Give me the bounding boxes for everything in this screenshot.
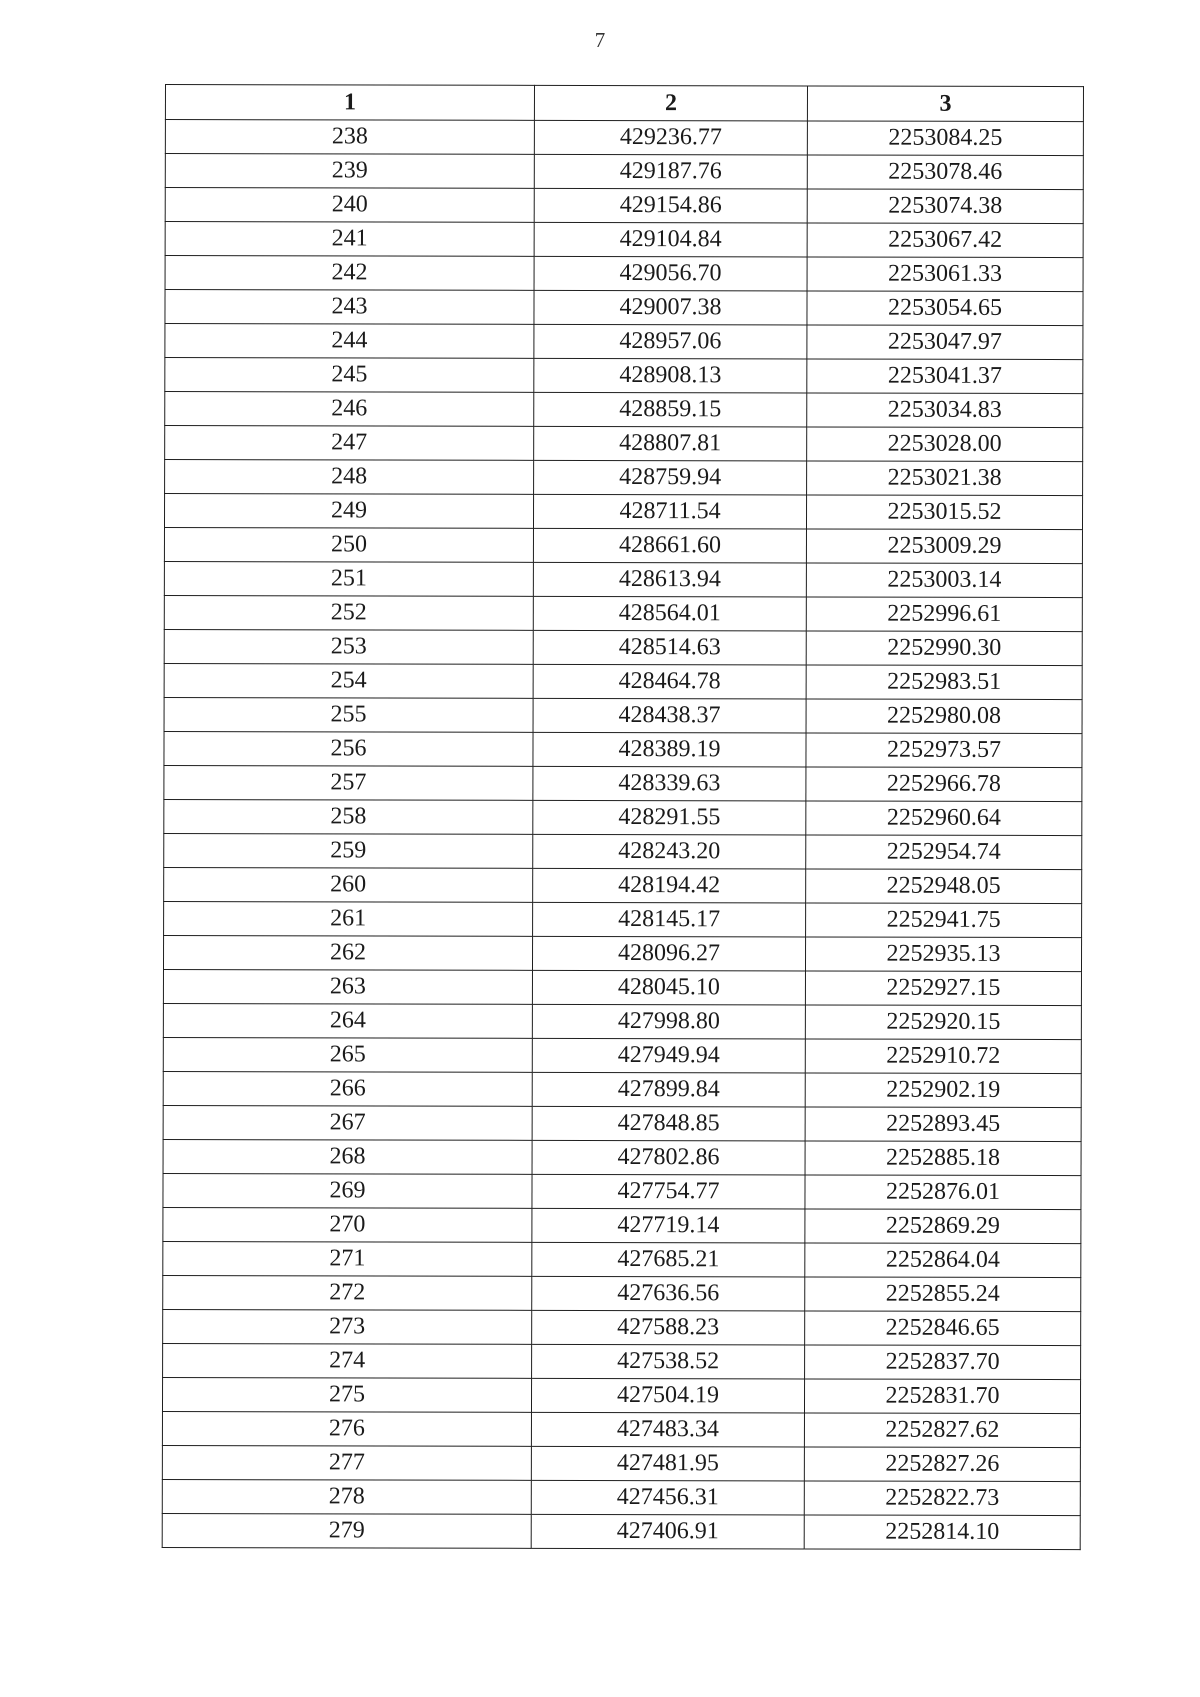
point-number-cell: 265 bbox=[163, 1037, 532, 1072]
point-number-cell: 238 bbox=[165, 120, 534, 155]
x-coordinate-cell: 428339.63 bbox=[533, 766, 806, 801]
point-number-cell: 244 bbox=[165, 324, 534, 359]
table-row bbox=[163, 1003, 1081, 1039]
table-row bbox=[162, 1513, 1080, 1549]
y-coordinate-cell: 2252869.29 bbox=[805, 1209, 1081, 1244]
x-coordinate-cell: 427504.19 bbox=[531, 1378, 804, 1413]
point-number-cell: 274 bbox=[163, 1343, 532, 1378]
table-row bbox=[164, 595, 1082, 631]
x-coordinate-cell: 428807.81 bbox=[534, 426, 807, 461]
column-header-3: 3 bbox=[807, 86, 1083, 122]
point-number-cell: 243 bbox=[165, 290, 534, 325]
point-number-cell: 267 bbox=[163, 1105, 532, 1140]
point-number-cell: 258 bbox=[164, 799, 533, 834]
table-header-row bbox=[165, 85, 1083, 122]
x-coordinate-cell: 428145.17 bbox=[533, 902, 806, 937]
point-number-cell: 249 bbox=[164, 494, 533, 529]
table-row bbox=[164, 901, 1082, 937]
table-body bbox=[162, 120, 1083, 1550]
x-coordinate-cell: 428711.54 bbox=[533, 494, 806, 529]
table-row bbox=[165, 358, 1083, 394]
table-row bbox=[163, 1173, 1081, 1209]
table-row bbox=[165, 460, 1083, 496]
x-coordinate-cell: 428464.78 bbox=[533, 664, 806, 699]
table-row bbox=[163, 1309, 1081, 1345]
y-coordinate-cell: 2252983.51 bbox=[806, 665, 1082, 700]
table-row bbox=[165, 120, 1083, 156]
table-row bbox=[165, 290, 1083, 326]
table-row bbox=[164, 528, 1082, 564]
point-number-cell: 269 bbox=[163, 1173, 532, 1208]
table-row bbox=[163, 1207, 1081, 1243]
x-coordinate-cell: 428194.42 bbox=[533, 868, 806, 903]
table-row bbox=[163, 1037, 1081, 1073]
x-coordinate-cell: 428859.15 bbox=[534, 392, 807, 427]
x-coordinate-cell: 429154.86 bbox=[534, 188, 807, 223]
y-coordinate-cell: 2252927.15 bbox=[805, 971, 1081, 1006]
point-number-cell: 277 bbox=[162, 1445, 531, 1480]
table-row bbox=[163, 1241, 1081, 1277]
point-number-cell: 256 bbox=[164, 731, 533, 766]
table-row bbox=[164, 799, 1082, 835]
table-row bbox=[162, 1377, 1080, 1413]
point-number-cell: 276 bbox=[162, 1411, 531, 1446]
y-coordinate-cell: 2252827.26 bbox=[804, 1447, 1080, 1482]
point-number-cell: 272 bbox=[163, 1275, 532, 1310]
point-number-cell: 261 bbox=[164, 901, 533, 936]
y-coordinate-cell: 2253028.00 bbox=[807, 427, 1083, 462]
y-coordinate-cell: 2253078.46 bbox=[807, 155, 1083, 190]
point-number-cell: 253 bbox=[164, 629, 533, 664]
x-coordinate-cell: 428514.63 bbox=[533, 630, 806, 665]
table-row bbox=[165, 426, 1083, 462]
y-coordinate-cell: 2252885.18 bbox=[805, 1141, 1081, 1176]
x-coordinate-cell: 428908.13 bbox=[534, 358, 807, 393]
table-row bbox=[164, 629, 1082, 665]
y-coordinate-cell: 2252902.19 bbox=[805, 1073, 1081, 1108]
y-coordinate-cell: 2252827.62 bbox=[804, 1413, 1080, 1448]
point-number-cell: 273 bbox=[163, 1309, 532, 1344]
y-coordinate-cell: 2253021.38 bbox=[807, 461, 1083, 496]
x-coordinate-cell: 427481.95 bbox=[531, 1446, 804, 1481]
table-row bbox=[165, 256, 1083, 292]
y-coordinate-cell: 2252910.72 bbox=[805, 1039, 1081, 1074]
y-coordinate-cell: 2252980.08 bbox=[806, 699, 1082, 734]
table-row bbox=[164, 663, 1082, 699]
x-coordinate-cell: 428957.06 bbox=[534, 324, 807, 359]
point-number-cell: 260 bbox=[164, 867, 533, 902]
point-number-cell: 242 bbox=[165, 256, 534, 291]
table-row bbox=[164, 867, 1082, 903]
point-number-cell: 250 bbox=[164, 528, 533, 563]
table-row bbox=[163, 969, 1081, 1005]
point-number-cell: 278 bbox=[162, 1479, 531, 1514]
x-coordinate-cell: 428661.60 bbox=[533, 528, 806, 563]
x-coordinate-cell: 428438.37 bbox=[533, 698, 806, 733]
table-row bbox=[165, 324, 1083, 360]
table-row bbox=[162, 1445, 1080, 1481]
coordinates-table bbox=[162, 84, 1084, 1550]
point-number-cell: 266 bbox=[163, 1071, 532, 1106]
y-coordinate-cell: 2252966.78 bbox=[806, 767, 1082, 802]
x-coordinate-cell: 427949.94 bbox=[532, 1038, 805, 1073]
x-coordinate-cell: 428564.01 bbox=[533, 596, 806, 631]
x-coordinate-cell: 429104.84 bbox=[534, 222, 807, 257]
x-coordinate-cell: 428613.94 bbox=[533, 562, 806, 597]
point-number-cell: 254 bbox=[164, 663, 533, 698]
page-number: 7 bbox=[594, 28, 606, 52]
y-coordinate-cell: 2252893.45 bbox=[805, 1107, 1081, 1142]
table-row bbox=[164, 765, 1082, 801]
table-row bbox=[163, 935, 1081, 971]
x-coordinate-cell: 427848.85 bbox=[532, 1106, 805, 1141]
y-coordinate-cell: 2253067.42 bbox=[807, 223, 1083, 258]
x-coordinate-cell: 427483.34 bbox=[531, 1412, 804, 1447]
x-coordinate-cell: 427636.56 bbox=[532, 1276, 805, 1311]
table-row bbox=[165, 154, 1083, 190]
point-number-cell: 241 bbox=[165, 222, 534, 257]
y-coordinate-cell: 2252837.70 bbox=[805, 1345, 1081, 1380]
point-number-cell: 279 bbox=[162, 1513, 531, 1548]
table-row bbox=[163, 1343, 1081, 1379]
x-coordinate-cell: 429236.77 bbox=[534, 120, 807, 155]
point-number-cell: 271 bbox=[163, 1241, 532, 1276]
y-coordinate-cell: 2252948.05 bbox=[806, 869, 1082, 904]
x-coordinate-cell: 427406.91 bbox=[531, 1514, 804, 1549]
y-coordinate-cell: 2253003.14 bbox=[806, 563, 1082, 598]
x-coordinate-cell: 427802.86 bbox=[532, 1140, 805, 1175]
y-coordinate-cell: 2252876.01 bbox=[805, 1175, 1081, 1210]
table-row bbox=[164, 494, 1082, 530]
x-coordinate-cell: 428389.19 bbox=[533, 732, 806, 767]
point-number-cell: 252 bbox=[164, 595, 533, 630]
y-coordinate-cell: 2253054.65 bbox=[807, 291, 1083, 326]
table-row bbox=[163, 1071, 1081, 1107]
x-coordinate-cell: 428096.27 bbox=[532, 936, 805, 971]
point-number-cell: 239 bbox=[165, 154, 534, 189]
y-coordinate-cell: 2252822.73 bbox=[804, 1481, 1080, 1516]
x-coordinate-cell: 428291.55 bbox=[533, 800, 806, 835]
x-coordinate-cell: 429007.38 bbox=[534, 290, 807, 325]
point-number-cell: 268 bbox=[163, 1139, 532, 1174]
table-row bbox=[165, 188, 1083, 224]
point-number-cell: 251 bbox=[164, 561, 533, 596]
x-coordinate-cell: 428759.94 bbox=[534, 460, 807, 495]
y-coordinate-cell: 2252831.70 bbox=[804, 1379, 1080, 1414]
y-coordinate-cell: 2252935.13 bbox=[805, 937, 1081, 972]
table-row bbox=[165, 392, 1083, 428]
y-coordinate-cell: 2253084.25 bbox=[807, 121, 1083, 156]
point-number-cell: 270 bbox=[163, 1207, 532, 1242]
y-coordinate-cell: 2253015.52 bbox=[806, 495, 1082, 530]
point-number-cell: 255 bbox=[164, 697, 533, 732]
y-coordinate-cell: 2252954.74 bbox=[806, 835, 1082, 870]
x-coordinate-cell: 428243.20 bbox=[533, 834, 806, 869]
table-row bbox=[164, 731, 1082, 767]
point-number-cell: 246 bbox=[165, 392, 534, 427]
y-coordinate-cell: 2252941.75 bbox=[806, 903, 1082, 938]
point-number-cell: 259 bbox=[164, 833, 533, 868]
y-coordinate-cell: 2252864.04 bbox=[805, 1243, 1081, 1278]
x-coordinate-cell: 427754.77 bbox=[532, 1174, 805, 1209]
y-coordinate-cell: 2252920.15 bbox=[805, 1005, 1081, 1040]
table-row bbox=[165, 222, 1083, 258]
column-header-2: 2 bbox=[534, 85, 807, 121]
table-row bbox=[164, 697, 1082, 733]
x-coordinate-cell: 428045.10 bbox=[532, 970, 805, 1005]
table-row bbox=[163, 1105, 1081, 1141]
point-number-cell: 263 bbox=[163, 969, 532, 1004]
x-coordinate-cell: 429187.76 bbox=[534, 154, 807, 189]
point-number-cell: 248 bbox=[165, 460, 534, 495]
y-coordinate-cell: 2252973.57 bbox=[806, 733, 1082, 768]
y-coordinate-cell: 2252855.24 bbox=[805, 1277, 1081, 1312]
y-coordinate-cell: 2252996.61 bbox=[806, 597, 1082, 632]
y-coordinate-cell: 2252960.64 bbox=[806, 801, 1082, 836]
table-row bbox=[163, 1139, 1081, 1175]
table-row bbox=[162, 1479, 1080, 1515]
table-row bbox=[163, 1275, 1081, 1311]
table-row bbox=[162, 1411, 1080, 1447]
point-number-cell: 262 bbox=[163, 935, 532, 970]
x-coordinate-cell: 427719.14 bbox=[532, 1208, 805, 1243]
point-number-cell: 275 bbox=[162, 1377, 531, 1412]
point-number-cell: 247 bbox=[165, 426, 534, 461]
x-coordinate-cell: 427588.23 bbox=[532, 1310, 805, 1345]
y-coordinate-cell: 2253009.29 bbox=[806, 529, 1082, 564]
y-coordinate-cell: 2253041.37 bbox=[807, 359, 1083, 394]
x-coordinate-cell: 429056.70 bbox=[534, 256, 807, 291]
y-coordinate-cell: 2252846.65 bbox=[805, 1311, 1081, 1346]
point-number-cell: 264 bbox=[163, 1003, 532, 1038]
point-number-cell: 257 bbox=[164, 765, 533, 800]
y-coordinate-cell: 2253047.97 bbox=[807, 325, 1083, 360]
x-coordinate-cell: 427998.80 bbox=[532, 1004, 805, 1039]
x-coordinate-cell: 427456.31 bbox=[531, 1480, 804, 1515]
y-coordinate-cell: 2252814.10 bbox=[804, 1515, 1080, 1550]
table-row bbox=[164, 561, 1082, 597]
point-number-cell: 245 bbox=[165, 358, 534, 393]
y-coordinate-cell: 2253034.83 bbox=[807, 393, 1083, 428]
y-coordinate-cell: 2252990.30 bbox=[806, 631, 1082, 666]
y-coordinate-cell: 2253074.38 bbox=[807, 189, 1083, 224]
x-coordinate-cell: 427899.84 bbox=[532, 1072, 805, 1107]
point-number-cell: 240 bbox=[165, 188, 534, 223]
y-coordinate-cell: 2253061.33 bbox=[807, 257, 1083, 292]
x-coordinate-cell: 427685.21 bbox=[532, 1242, 805, 1277]
table-row bbox=[164, 833, 1082, 869]
x-coordinate-cell: 427538.52 bbox=[532, 1344, 805, 1379]
column-header-1: 1 bbox=[165, 85, 534, 121]
